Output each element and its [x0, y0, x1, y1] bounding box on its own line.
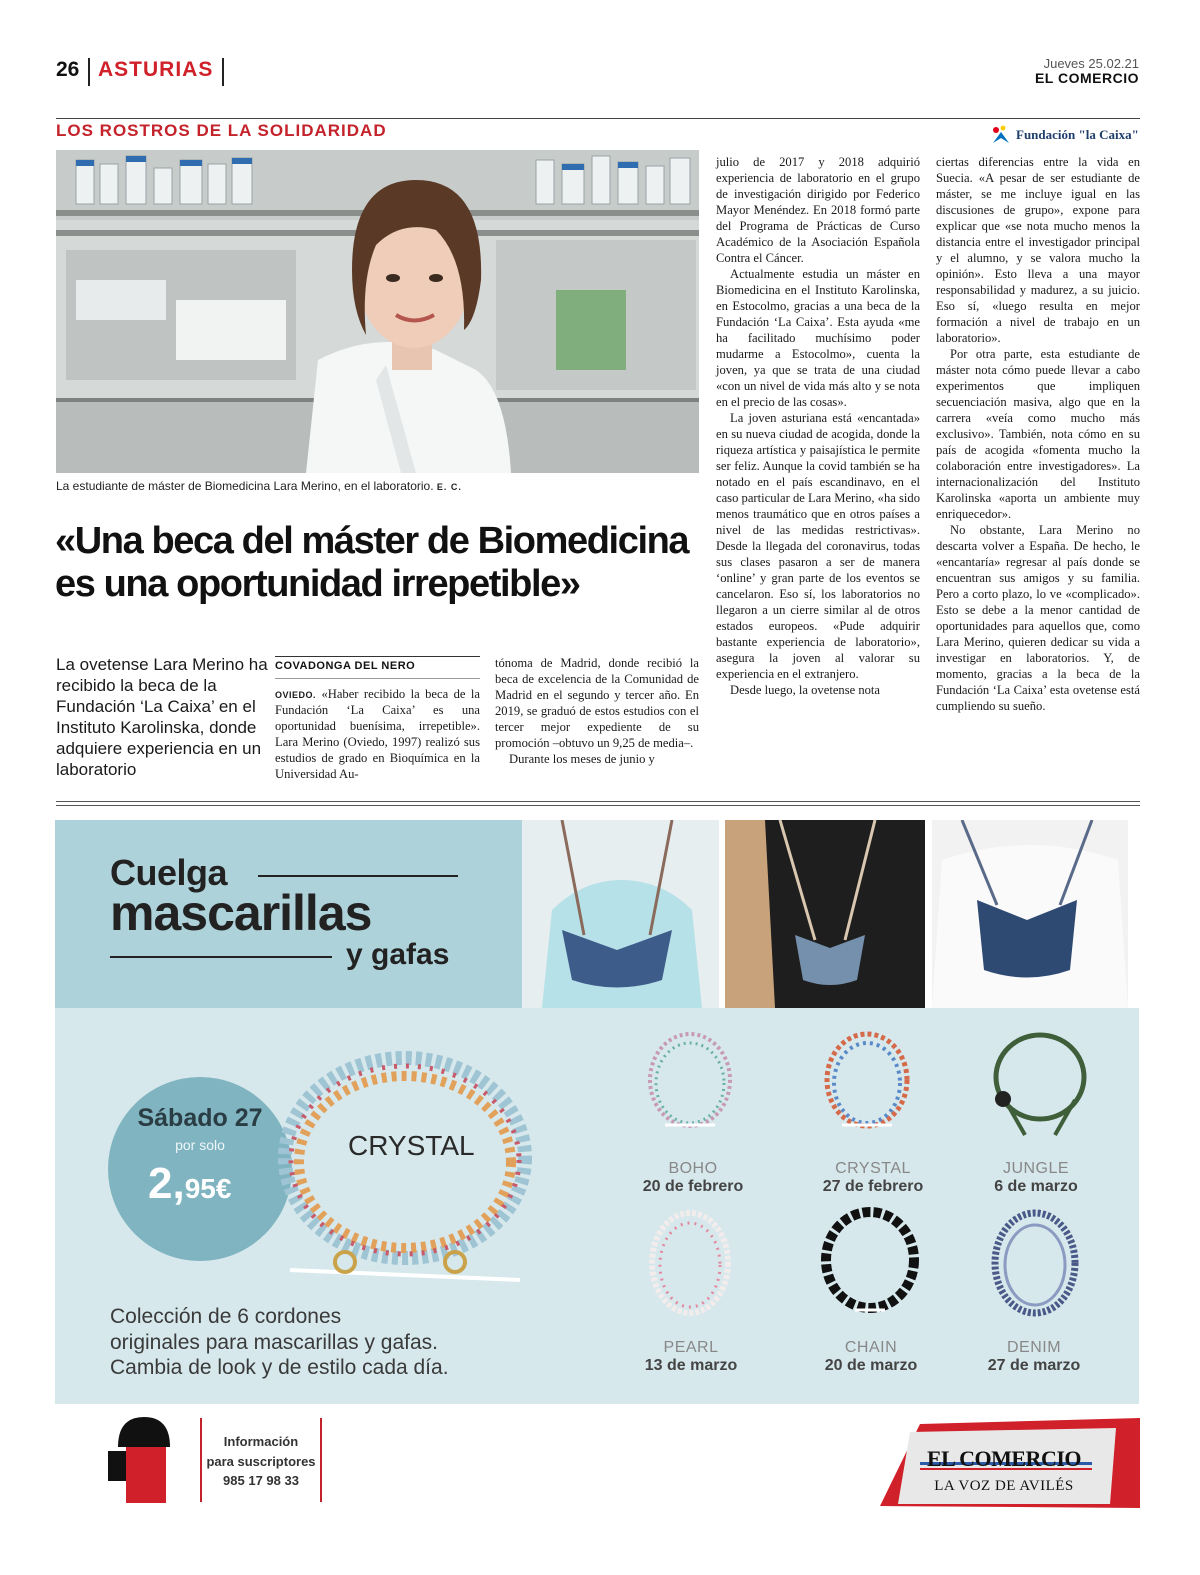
ad-title-1: Cuelga [110, 852, 228, 893]
price-int: 2, [148, 1159, 185, 1208]
paragraph: Durante los meses de junio y [509, 752, 655, 766]
product-chain [796, 1339, 946, 1375]
product-crystal [798, 1160, 948, 1196]
header-divider [88, 58, 90, 86]
paragraph: La joven asturiana está «encantada» en su nueva ciudad de acogida, donde la riqueza artística y paisajística le permite ser feliz. Aunque la covid también se ha notado en el país escandinavo, en el caso particular de Lara Merino, «ha sido menos traumático que en otros países a nivel de las medidas restrictivas». Desde la llegada del coronavirus, todas sus clases pasaron a ser de manera ‘online’ y gran parte de los eventos se cancelaron. Eso sí, los laboratorios no llegaron a un cierre similar al de otros estados europeos. «Pude adquirir bastante experiencia de laboratorio», asegura la joven al valorar su experiencia en el extranjero. [716, 411, 920, 681]
product-pearl [616, 1339, 766, 1375]
subscriber-info [200, 1418, 322, 1502]
boho-image [635, 1025, 745, 1145]
promo-day: Sábado 27 [137, 1104, 263, 1132]
byline-rule [275, 678, 480, 679]
model-photo-3 [932, 820, 1128, 1008]
crystal-necklace-image [270, 1040, 540, 1290]
sponsor-logo [990, 124, 1139, 146]
byline-rule [275, 656, 480, 657]
price [148, 1159, 231, 1209]
denim-image [985, 1205, 1085, 1330]
product-name: JUNGLE [1002, 1160, 1070, 1177]
subscriber-info-line: Información [223, 1434, 299, 1449]
ad-title-3: y gafas [346, 938, 450, 971]
section-rule [56, 805, 1140, 806]
masthead: EL COMERCIO [1034, 70, 1139, 86]
subscriber-phone: 985 17 98 33 [223, 1473, 299, 1488]
article-photo [56, 150, 699, 473]
product-date: 6 de marzo [994, 1178, 1078, 1195]
jungle-image [985, 1025, 1095, 1150]
paragraph: No obstante, Lara Merino no descarta volver a España. De hecho, le «encantaría» regresar al país donde se encuentran sus amigos y su familia. Pero a corto plazo, lo ve «complicado». Esto se debe a la menor cantidad de oportunidades para aquellos que, como Lara Merino, quieren dedicar su vida a investigar en laboratorios. Y, de momento, gracias a la beca de la Fundación ‘La Caixa’ esta ovetense está cumpliendo su sueño. [936, 523, 1140, 713]
product-name: DENIM [1006, 1339, 1062, 1356]
footer-brand-sub: LA VOZ DE AVILÉS [934, 1478, 1074, 1494]
sponsor-name: Fundación "la Caixa" [1016, 127, 1139, 142]
article-column-2 [495, 655, 699, 767]
product-date: 20 de marzo [824, 1357, 918, 1374]
crystal-thumb-image [812, 1025, 922, 1145]
product-date: 27 de marzo [987, 1357, 1081, 1374]
subscriber-info-line: para suscriptores [206, 1453, 316, 1469]
product-jungle [961, 1160, 1111, 1196]
header-divider [222, 58, 224, 86]
dateline-city: OVIEDO. [275, 690, 317, 700]
ad-description [110, 1304, 449, 1381]
ad-description-line: Colección de 6 cordones [110, 1305, 342, 1328]
product-date: 20 de febrero [642, 1178, 744, 1195]
price-dec: 95€ [184, 1173, 232, 1204]
section-rule [56, 801, 1140, 802]
product-denim [959, 1339, 1109, 1375]
page-number: 26 [56, 58, 80, 81]
headline: «Una beca del máster de Biomedicina es una oportunidad irrepetible» [55, 520, 689, 605]
caption-text: La estudiante de máster de Biomedicina Lara Merino, en el laboratorio. [56, 479, 434, 493]
product-name: CHAIN [844, 1339, 898, 1356]
product-date: 27 de febrero [822, 1178, 924, 1195]
photo-credit: E. C. [436, 482, 462, 492]
section-title: ASTURIAS [98, 58, 214, 81]
ad-title-rule [258, 875, 458, 877]
ad-description-line: originales para mascarillas y gafas. [110, 1330, 438, 1354]
model-photo-1 [522, 820, 719, 1008]
article-column-4 [936, 154, 1140, 714]
featured-product: CRYSTAL [348, 1130, 475, 1161]
paragraph-text: «Haber recibido la beca de la Fundación ‘La Caixa’ es una oportunidad buenísima, irrepetible». Lara Merino (Oviedo, 1997) realizó sus estudios de grado en Bioquímica en la Universidad Au- [275, 687, 480, 781]
product-name: PEARL [663, 1339, 719, 1356]
paragraph: tónoma de Madrid, donde recibió la beca de excelencia de la Comunidad de Madrid en el segundo y tercer año. En 2019, se graduó de estos estudios con el tercer mejor expediente de su promoción –obtuvo un 9,25 de media–. [495, 656, 699, 750]
byline: COVADONGA DEL NERO [275, 660, 416, 672]
star-icon [990, 124, 1012, 146]
product-name: CRYSTAL [835, 1160, 911, 1177]
pearl-image [640, 1205, 740, 1330]
promo-sub: por solo [175, 1137, 225, 1153]
paragraph: ciertas diferencias entre la vida en Suecia. «A pesar de ser estudiante de máster, se me incluye igual en las discusiones de grupo», expone para explicar que «se nota mucho menos la distancia entre el investigador principal y el alumno, y se valora mucho la opinión». Esto lleva a una mayor responsabilidad y madurez, a su juicio. Eso sí, «luego resulta en mejor formación a nivel de trabajo en un laboratorio». [936, 155, 1140, 345]
footer-brand: EL COMERCIO [926, 1446, 1082, 1471]
kicker: LOS ROSTROS DE LA SOLIDARIDAD [56, 121, 387, 140]
product-boho [618, 1160, 768, 1196]
chain-image [815, 1205, 925, 1330]
product-name: BOHO [668, 1160, 718, 1177]
model-photo-2 [725, 820, 925, 1008]
paragraph: Desde luego, la ovetense nota [730, 683, 881, 697]
ad-title-rule [110, 956, 332, 958]
top-rule [56, 118, 1140, 119]
lead-paragraph: La ovetense Lara Merino ha recibido la beca de la Fundación ‘La Caixa’ en el Instituto Karolinska, donde adquiere experiencia en un laboratorio [56, 655, 268, 779]
lab-photo-illustration [56, 150, 699, 473]
paragraph [275, 686, 480, 782]
paragraph: Por otra parte, esta estudiante de máster nota cómo puede llevar a cabo experimentos que impliquen secuenciación masiva, algo que en la carrera «veía como mucho más exclusivo». También, nota cómo en su país de acogida «fomenta mucho la colaboración entre investigadores». La internacionalización del Instituto Karolinska «aporta un ambiente muy enriquecedor». [936, 347, 1140, 521]
photo-caption [56, 479, 462, 493]
ad-title-2: mascarillas [110, 885, 372, 941]
paragraph: Actualmente estudia un máster en Biomedicina en el Instituto Karolinska, en Estocolmo, gracias a una beca de la Fundación ‘La Caixa’. Esta ayuda «me ha facilitado muchísimo poder mudarme a Estocolmo», cuenta la joven, ya que se trata de una ciudad «con un nivel de vida más alto y se nota en el precio de las cosas». [716, 267, 920, 409]
paragraph: julio de 2017 y 2018 adquirió experiencia de laboratorio en el grupo de investigación dirigido por Federico Mayor Menéndez. En 2018 formó parte del Programa de Prácticas de Curso Académico de la Asociación Española Contra el Cáncer. [716, 155, 920, 265]
ad-description-line: Cambia de look y de estilo cada día. [110, 1356, 449, 1380]
article-column-1 [275, 686, 480, 782]
issue-date: Jueves 25.02.21 [1043, 56, 1139, 71]
product-date: 13 de marzo [644, 1357, 738, 1374]
article-column-3 [716, 154, 920, 698]
el-comercio-logo-icon [108, 1415, 174, 1505]
